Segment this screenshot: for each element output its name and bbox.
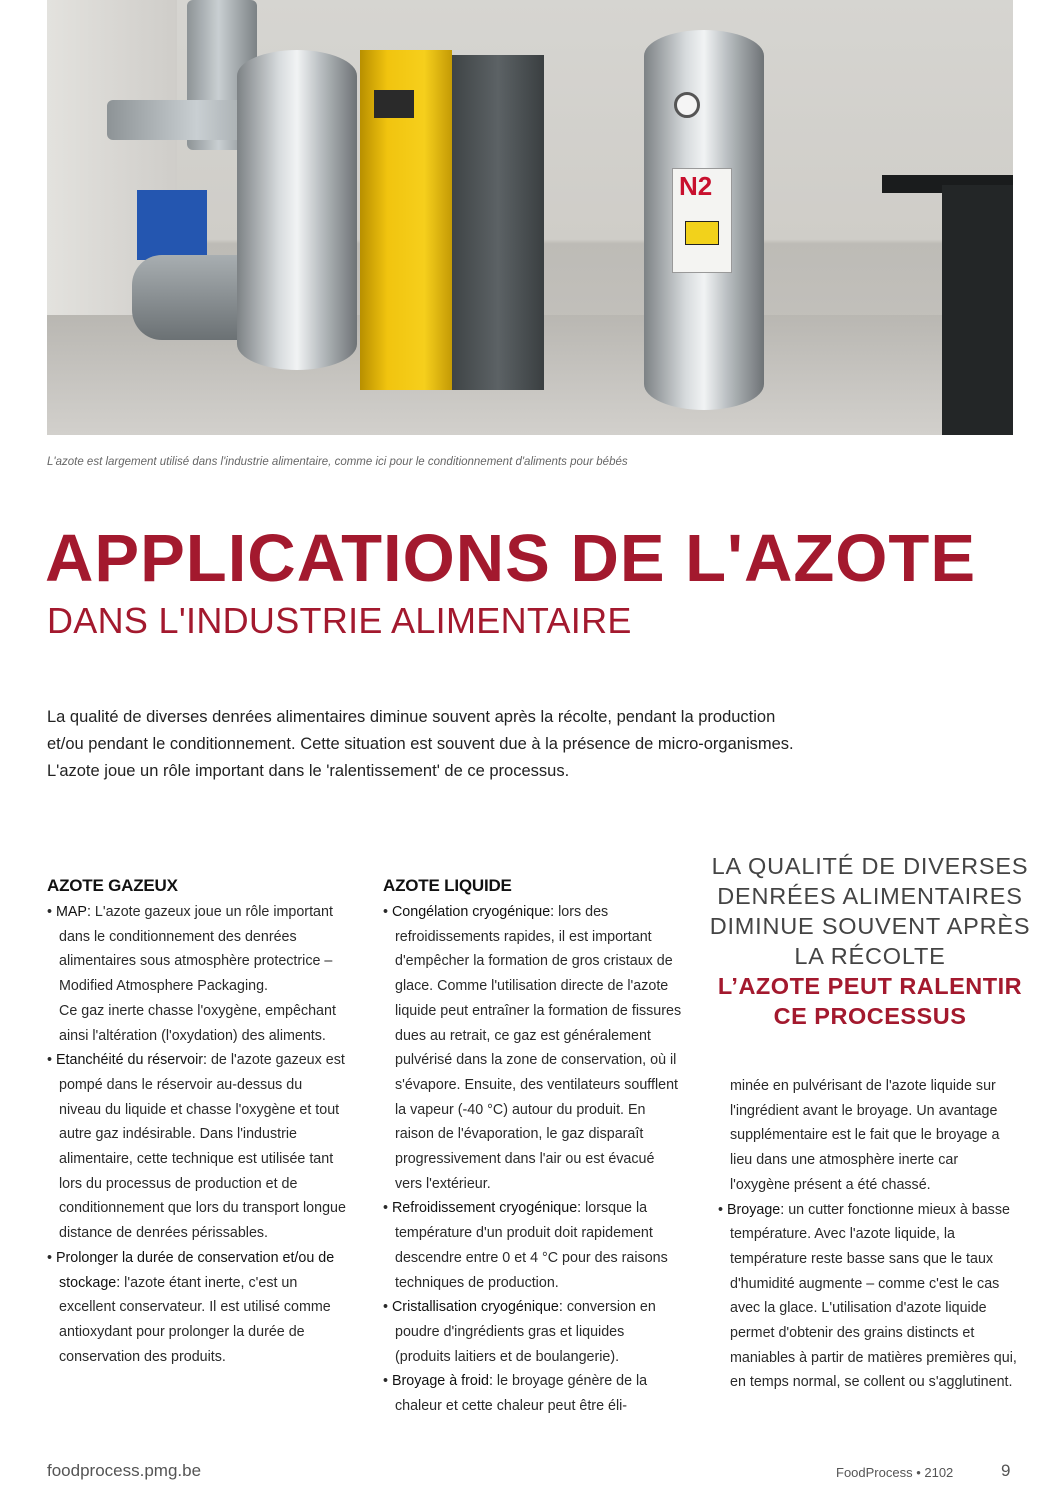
control-panel	[374, 90, 414, 118]
footer-website-link[interactable]: foodprocess.pmg.be	[47, 1461, 202, 1480]
warning-sign	[685, 221, 719, 245]
nitrogen-generator	[360, 50, 452, 390]
list-item: • Prolonger la durée de conservation et/ou de stockage: l'azote étant inerte, c'est un excellent conservateur. Il est utilisé comme antioxydant pour prolonger la durée de conservation des produits.	[47, 1249, 335, 1365]
list-item: • Broyage à froid: le broyage génère de la chaleur et cette chaleur peut être éli-	[383, 1373, 648, 1415]
item-term: Broyage:	[726, 1201, 785, 1218]
pull-quote-text: LA QUALITÉ DE DIVERSES DENRÉES ALIMENTAIRES DIMINUE SOUVENT APRÈS LA RÉCOLTE	[709, 853, 1031, 969]
item-term: Etanchéité du réservoir:	[55, 1052, 207, 1069]
list-item: • Etanchéité du réservoir: de l'azote gazeux est pompé dans le réservoir au-dessus du niveau du liquide et chasse l'oxygène et tout autre gaz indésirable. Dans l'industrie alimentaire, cette technique est utilisée tant lors du processus de production et de conditionnement que lors du transport longue distance de denrées périssables.	[47, 1052, 346, 1242]
article-intro: La qualité de diverses denrées alimentaires diminue souvent après la récolte, pendant la production et/ou pendant le conditionnement. Cette situation est souvent due à la présence de micro-organismes. L'azote joue un rôle important dans le 'ralentissement' de ce processus.	[47, 708, 794, 780]
item-text: conversion en poudre d'ingrédients gras et liquides (produits laitiers et de boulangerie).	[395, 1299, 656, 1365]
column-gaseous	[47, 874, 347, 1369]
article-title: APPLICATIONS DE L'AZOTE	[45, 521, 977, 596]
n2-label	[672, 168, 732, 273]
list-item-continued: Ce gaz inerte chasse l'oxygène, empêchant ainsi l'altération (l'oxydation) des aliments.	[59, 1002, 336, 1044]
item-text: lors des refroidissements rapides, il est important d'empêcher la formation de gros cristaux de glace. Comme l'utilisation directe de l'azote liquide peut entraîner la formation de fissures dues au retrait, ce gaz est généralement pulvérisé dans la zone de conservation, où il s'évapore. Ensuite, des ventilateurs soufflent la vapeur (-40 °C) autour du produit. En raison de l'évaporation, le gaz disparaît progressivement dans l'air ou est évacué vers l'extérieur.	[395, 904, 682, 1192]
list-item: • Refroidissement cryogénique: lorsque la température d'un produit doit rapidement descendre entre 0 et 4 °C pour des raisons techniques de production.	[383, 1200, 668, 1291]
item-text: le broyage génère de la chaleur et cette chaleur peut être éli-	[395, 1373, 648, 1415]
column-liquid	[383, 874, 683, 1419]
list-item: • MAP: L'azote gazeux joue un rôle important dans le conditionnement des denrées alimentaires sous atmosphère protectrice – Modified Atmosphere Packaging.	[47, 904, 333, 995]
footer-issue: FoodProcess • 2102	[836, 1465, 954, 1480]
article-subtitle: DANS L'INDUSTRIE ALIMENTAIRE	[47, 600, 632, 641]
list-item-continued: minée en pulvérisant de l'azote liquide sur l'ingrédient avant le broyage. Un avantage supplémentaire est le fait que le broyage a lieu dans une atmosphère inerte car l'oxygène présent a été chassé.	[730, 1078, 1000, 1193]
n2-label-text: N2	[679, 171, 713, 201]
list-item: • Congélation cryogénique: lors des refroidissements rapides, il est important d'empêcher la formation de gros cristaux de glace. Comme l'utilisation directe de l'azote liquide peut entraîner la formation de fissures dues au retrait, ce gaz est généralement pulvérisé dans la zone de conservation, où il s'évapore. Ensuite, des ventilateurs soufflent la vapeur (-40 °C) autour du produit. En raison de l'évaporation, le gaz disparaît progressivement dans l'air ou est évacué vers l'extérieur.	[383, 904, 682, 1192]
item-text: de l'azote gazeux est pompé dans le réservoir au-dessus du niveau du liquide et chasse l'oxygène et tout autre gaz indésirable. Dans l'industrie alimentaire, cette technique est utilisée tant lors du processus de production et de conditionnement que lors du transport longue distance de denrées périssables.	[59, 1052, 346, 1242]
left-tank	[237, 50, 357, 370]
hero-photo	[47, 0, 1013, 435]
item-text: L'azote gazeux joue un rôle important dans le conditionnement des denrées alimentaires sous atmosphère protectrice – Modified Atmosphere Packaging.	[59, 904, 333, 995]
page-number: 9	[1001, 1461, 1011, 1480]
item-text: lorsque la température d'un produit doit rapidement descendre entre 0 et 4 °C pour des raisons techniques de production.	[395, 1200, 668, 1291]
item-term: MAP:	[55, 904, 91, 920]
equipment-cabinet	[942, 185, 1013, 435]
column-liquid-continued	[718, 1074, 1018, 1395]
blue-machine	[137, 190, 207, 260]
item-term: Broyage à froid:	[391, 1373, 493, 1390]
pull-quote	[702, 851, 1038, 1031]
list-item: • Cristallisation cryogénique: conversion en poudre d'ingrédients gras et liquides (produits laitiers et de boulangerie).	[383, 1299, 656, 1365]
item-term: Prolonger la durée de conservation et/ou de stockage:	[55, 1249, 335, 1291]
photo-caption: L'azote est largement utilisé dans l'industrie alimentaire, comme ici pour le conditionnement d'aliments pour bébés	[47, 456, 628, 468]
section-heading: AZOTE LIQUIDE	[383, 876, 512, 895]
item-term: Refroidissement cryogénique:	[391, 1200, 582, 1217]
pressure-gauge	[674, 92, 700, 118]
list-item: • Broyage: un cutter fonctionne mieux à basse température. Avec l'azote liquide, la température reste basse sans que le taux d'humidité augmente – comme c'est le cas avec la glace. L'utilisation d'azote liquide permet d'obtenir des grains distincts et maniables à partir de matières premières qui, en temps normal, se collent ou s'agglutinent.	[718, 1201, 1017, 1391]
item-term: Congélation cryogénique:	[391, 904, 555, 920]
section-heading: AZOTE GAZEUX	[47, 876, 178, 895]
item-term: Cristallisation cryogénique:	[391, 1299, 563, 1316]
item-text: l'azote étant inerte, c'est un excellent conservateur. Il est utilisé comme antioxydant pour prolonger la durée de conservation des produits.	[59, 1274, 331, 1365]
nitrosource-unit	[452, 55, 544, 390]
item-text: un cutter fonctionne mieux à basse température. Avec l'azote liquide, la température reste basse sans que le taux d'humidité augmente – comme c'est le cas avec la glace. L'utilisation d'azote liquide permet d'obtenir des grains distincts et maniables à partir de matières premières qui, en temps normal, se collent ou s'agglutinent.	[730, 1201, 1017, 1391]
pull-quote-emphasis: L’AZOTE PEUT RALENTIR CE PROCESSUS	[717, 973, 1023, 1029]
